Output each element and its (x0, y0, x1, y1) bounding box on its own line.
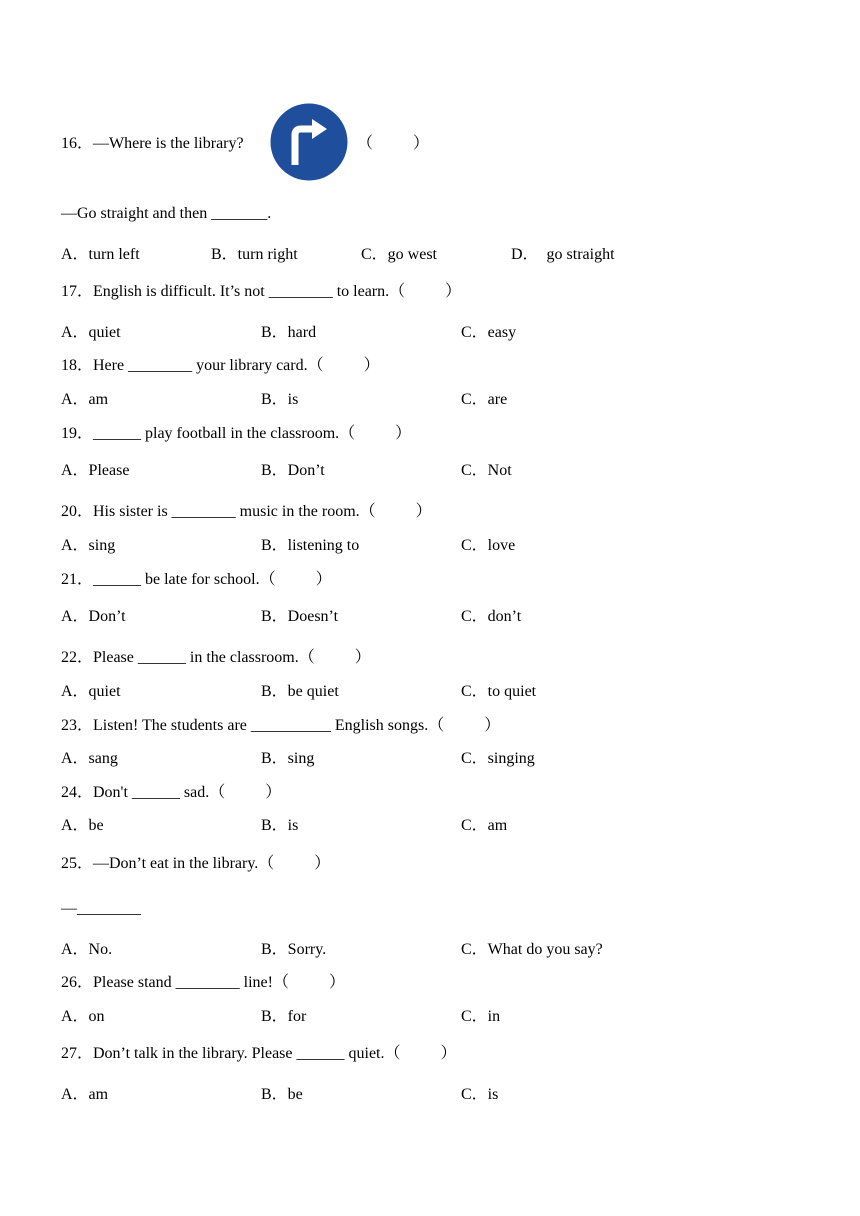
question-19-option-b[interactable]: B．Don’t (261, 462, 325, 479)
question-22-option-b[interactable]: B．be quiet (261, 683, 339, 700)
question-19-option-a[interactable]: A．Please (61, 462, 130, 479)
question-21-option-c[interactable]: C．don’t (461, 608, 522, 625)
turn-right-sign-icon (270, 103, 348, 181)
question-27-option-b[interactable]: B．be (261, 1086, 303, 1103)
question-17-option-a[interactable]: A．quiet (61, 324, 121, 341)
question-26-option-c[interactable]: C．in (461, 1008, 501, 1025)
question-27-stem: 27．Don’t talk in the library. Please ______ quiet.（ ） (61, 1045, 457, 1062)
question-17-option-c[interactable]: C．easy (461, 324, 517, 341)
question-18-option-b[interactable]: B．is (261, 391, 299, 408)
question-24-option-b[interactable]: B．is (261, 817, 299, 834)
question-20-stem: 20．His sister is ________ music in the room.（ ） (61, 503, 432, 520)
question-25-stem: 25．—Don’t eat in the library.（ ） (61, 855, 331, 872)
question-25-option-a[interactable]: A．No. (61, 941, 113, 958)
question-17-stem: 17．English is difficult. It’s not ________ to learn.（ ） (61, 283, 462, 300)
question-22-stem: 22．Please ______ in the classroom.（ ） (61, 649, 371, 666)
question-25-option-b[interactable]: B．Sorry. (261, 941, 327, 958)
question-23-option-c[interactable]: C．singing (461, 750, 535, 767)
question-16-option-d[interactable]: D． go straight (511, 246, 615, 263)
question-20-option-a[interactable]: A．sing (61, 537, 116, 554)
question-21-option-a[interactable]: A．Don’t (61, 608, 126, 625)
question-16-option-b[interactable]: B．turn right (211, 246, 298, 263)
question-22-option-c[interactable]: C．to quiet (461, 683, 537, 700)
question-16-option-a[interactable]: A．turn left (61, 246, 140, 263)
question-23-option-a[interactable]: A．sang (61, 750, 118, 767)
question-24-stem: 24．Don't ______ sad.（ ） (61, 784, 282, 801)
question-23-option-b[interactable]: B．sing (261, 750, 315, 767)
question-21-stem: 21．______ be late for school.（ ） (61, 571, 332, 588)
question-16-stem: 16．—Where is the library? (61, 135, 244, 152)
question-26-stem: 26．Please stand ________ line!（ ） (61, 974, 345, 991)
question-18-stem: 18．Here ________ your library card.（ ） (61, 357, 380, 374)
question-21-option-b[interactable]: B．Doesn’t (261, 608, 339, 625)
question-24-option-a[interactable]: A．be (61, 817, 104, 834)
question-24-option-c[interactable]: C．am (461, 817, 508, 834)
question-19-option-c[interactable]: C．Not (461, 462, 512, 479)
question-23-stem: 23．Listen! The students are __________ English songs.（ ） (61, 717, 501, 734)
question-18-option-c[interactable]: C．are (461, 391, 508, 408)
question-27-option-c[interactable]: C．is (461, 1086, 499, 1103)
question-22-option-a[interactable]: A．quiet (61, 683, 121, 700)
question-19-stem: 19．______ play football in the classroom.（ ） (61, 425, 412, 442)
question-20-option-b[interactable]: B．listening to (261, 537, 360, 554)
question-16-reply: —Go straight and then _______. (61, 205, 272, 222)
question-26-option-a[interactable]: A．on (61, 1008, 105, 1025)
question-18-option-a[interactable]: A．am (61, 391, 109, 408)
question-17-option-b[interactable]: B．hard (261, 324, 317, 341)
question-20-option-c[interactable]: C．love (461, 537, 516, 554)
question-26-option-b[interactable]: B．for (261, 1008, 307, 1025)
question-16-answer-paren: （ ） (357, 135, 430, 152)
question-25-option-c[interactable]: C．What do you say? (461, 941, 603, 958)
question-25-reply: —________ (61, 900, 141, 917)
question-27-option-a[interactable]: A．am (61, 1086, 109, 1103)
question-16-option-c[interactable]: C．go west (361, 246, 438, 263)
